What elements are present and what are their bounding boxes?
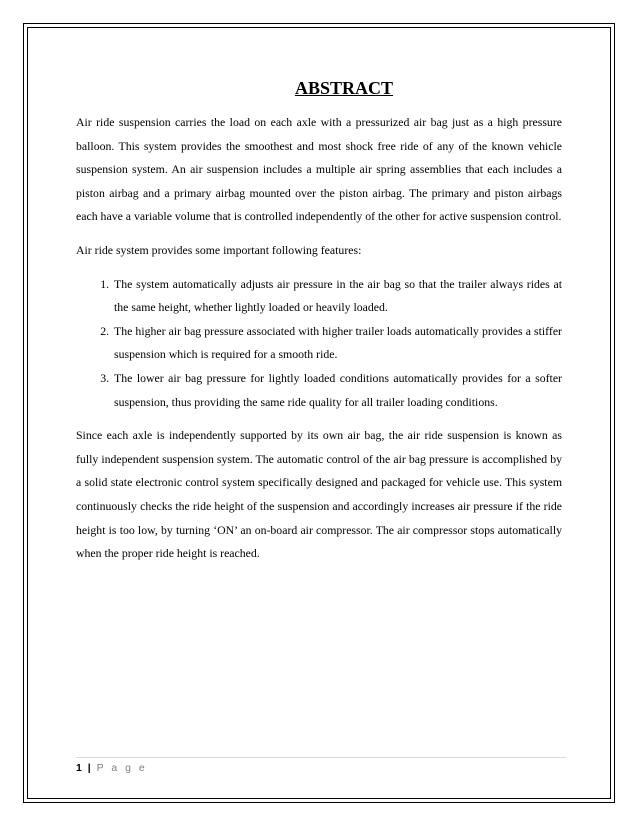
page-label: P a g e bbox=[96, 762, 148, 774]
page-number: 1 bbox=[76, 762, 82, 774]
document-body bbox=[76, 78, 562, 576]
closing-paragraph: Since each axle is independently supported by its own air bag, the air ride suspension is known as fully independent suspension system. The automatic control of the air bag pressure is accomplished by a solid state electronic control system specifically designed and packaged for vehicle use. This system continuously checks the ride height of the suspension and accordingly increases air pressure if the ride height is too low, by turning ‘ON’ an on-board air compressor. The air compressor stops automatically when the proper ride height is reached. bbox=[76, 428, 562, 561]
features-intro: Air ride system provides some important following features: bbox=[76, 242, 362, 257]
list-item: 1. The system automatically adjusts air pressure in the air bag so that the trailer always rides at the same height, whether lightly loaded or heavily loaded. bbox=[112, 273, 562, 320]
list-item: 3. The lower air bag pressure for lightly loaded conditions automatically provides for a softer suspension, thus providing the same ride quality for all trailer loading conditions. bbox=[112, 367, 562, 414]
features-list bbox=[76, 273, 562, 415]
footer-separator: | bbox=[87, 762, 91, 774]
page-footer bbox=[76, 757, 566, 774]
list-item: 2. The higher air bag pressure associated with higher trailer loads automatically provides a stiffer suspension which is required for a smooth ride. bbox=[112, 320, 562, 367]
document-title: ABSTRACT bbox=[294, 78, 394, 98]
intro-paragraph: Air ride suspension carries the load on each axle with a pressurized air bag just as a high pressure balloon. This system provides the smoothest and most shock free ride of any of the known vehicle suspension system. An air suspension includes a multiple air spring assemblies that each includes a piston airbag and a primary airbag mounted over the piston airbag. The primary and piston airbags each have a variable volume that is controlled independently of the other for active suspension control. bbox=[76, 115, 562, 224]
